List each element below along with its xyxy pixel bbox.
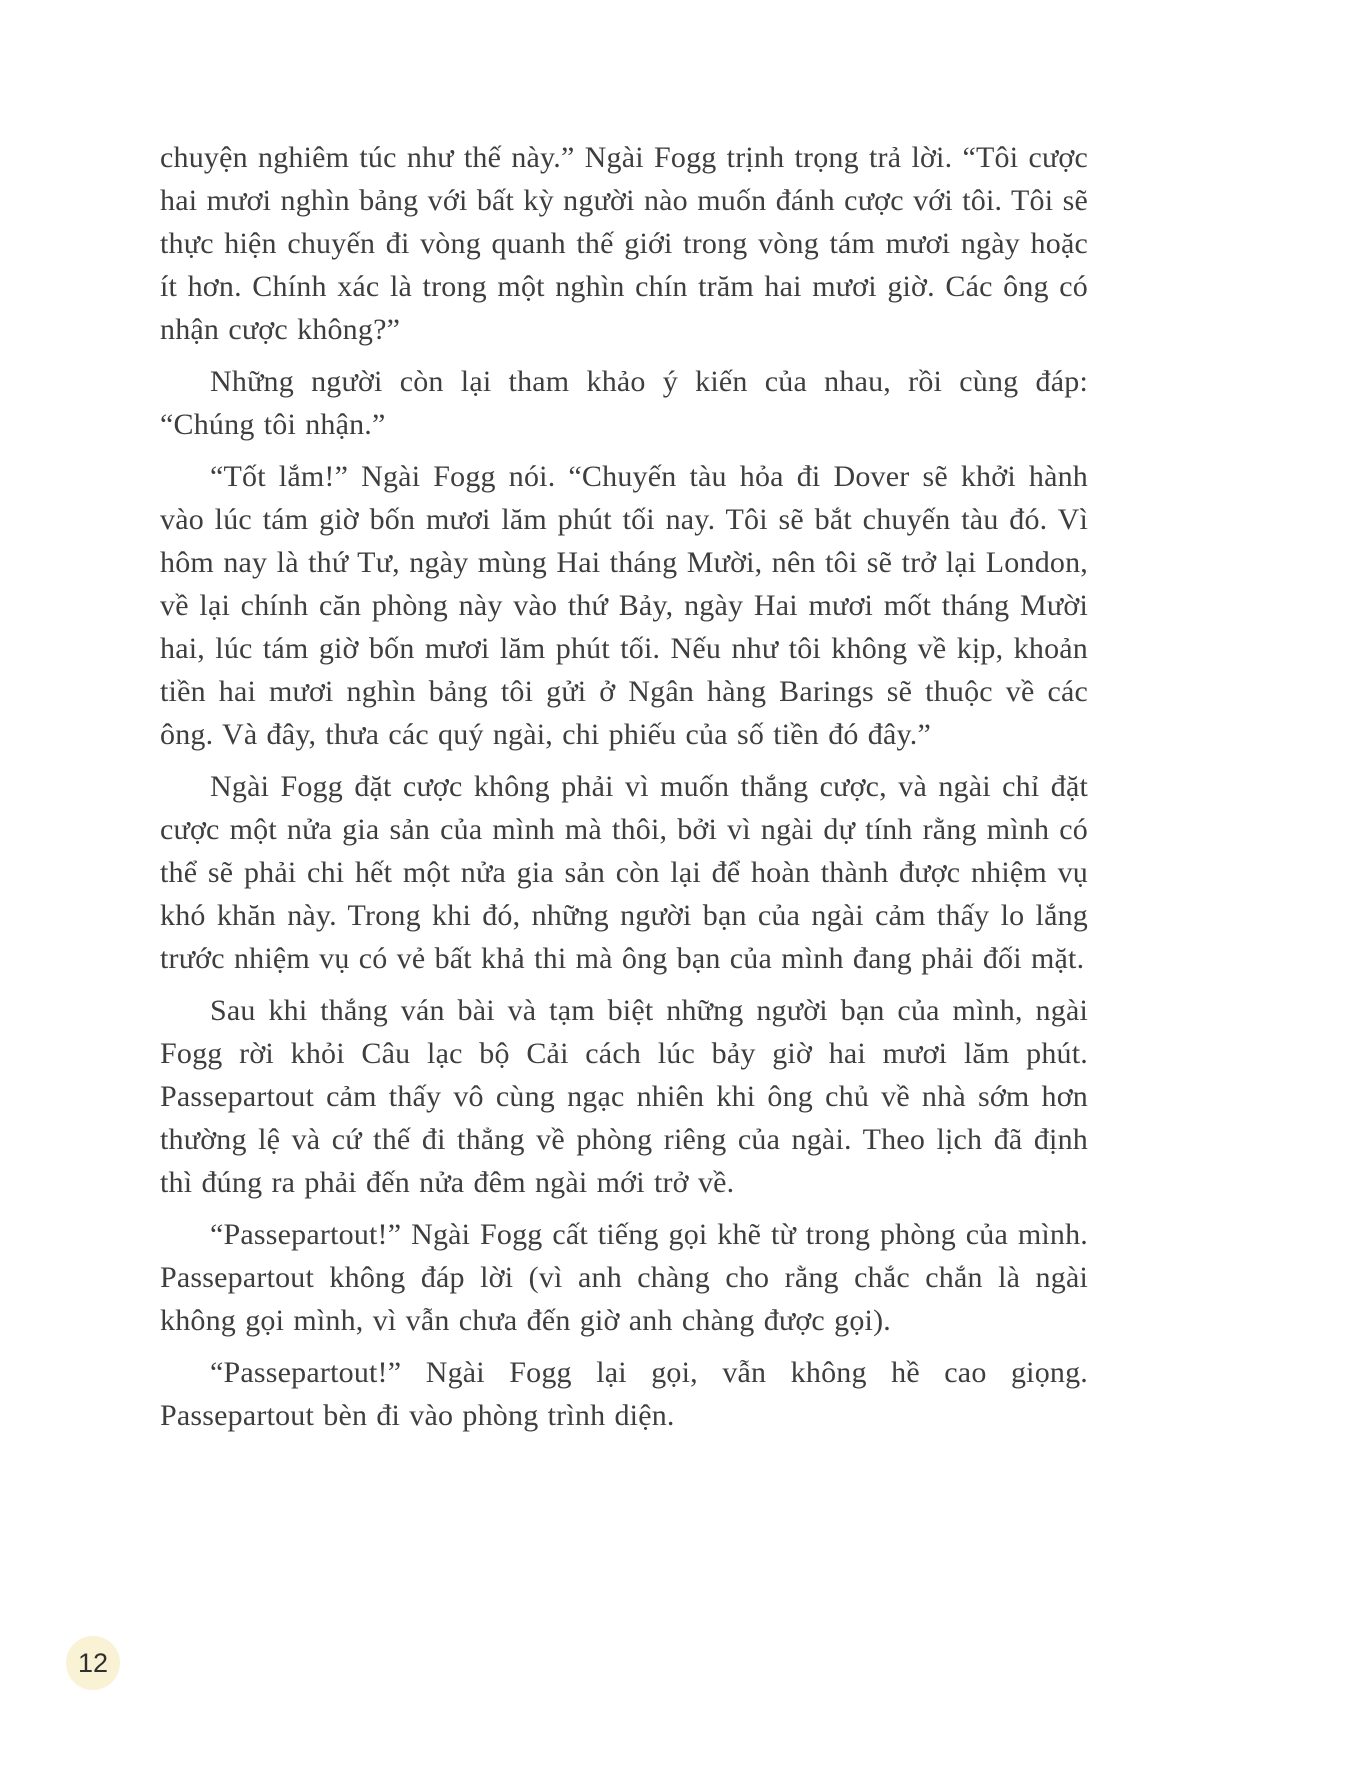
- paragraph: chuyện nghiêm túc như thế này.” Ngài Fogg trịnh trọng trả lời. “Tôi cược hai mươi nghìn bảng với bất kỳ người nào muốn đánh cược với tôi. Tôi sẽ thực hiện chuyến đi vòng quanh thế giới trong vòng tám mươi ngày hoặc ít hơn. Chính xác là trong một nghìn chín trăm hai mươi giờ. Các ông có nhận cược không?”: [160, 141, 1088, 346]
- paragraph: “Passepartout!” Ngài Fogg lại gọi, vẫn không hề cao giọng. Passepartout bèn đi vào phòng trình diện.: [160, 1356, 1088, 1432]
- paragraph: “Tốt lắm!” Ngài Fogg nói. “Chuyến tàu hỏa đi Dover sẽ khởi hành vào lúc tám giờ bốn mươi lăm phút tối nay. Tôi sẽ bắt chuyến tàu đó. Vì hôm nay là thứ Tư, ngày mùng Hai tháng Mười, nên tôi sẽ trở lại London, về lại chính căn phòng này vào thứ Bảy, ngày Hai mươi mốt tháng Mười hai, lúc tám giờ bốn mươi lăm phút tối. Nếu như tôi không về kịp, khoản tiền hai mươi nghìn bảng tôi gửi ở Ngân hàng Barings sẽ thuộc về các ông. Và đây, thưa các quý ngài, chi phiếu của số tiền đó đây.”: [160, 460, 1088, 751]
- page-number-badge: [66, 1636, 120, 1690]
- page-body: [160, 136, 1088, 1446]
- page-number: 12: [77, 1647, 109, 1678]
- paragraph: Sau khi thắng ván bài và tạm biệt những người bạn của mình, ngài Fogg rời khỏi Câu lạc bộ Cải cách lúc bảy giờ hai mươi lăm phút. Passepartout cảm thấy vô cùng ngạc nhiên khi ông chủ về nhà sớm hơn thường lệ và cứ thế đi thẳng về phòng riêng của ngài. Theo lịch đã định thì đúng ra phải đến nửa đêm ngài mới trở về.: [160, 994, 1088, 1199]
- paragraph: “Passepartout!” Ngài Fogg cất tiếng gọi khẽ từ trong phòng của mình. Passepartout không đáp lời (vì anh chàng cho rằng chắc chắn là ngài không gọi mình, vì vẫn chưa đến giờ anh chàng được gọi).: [160, 1218, 1088, 1337]
- paragraph: Những người còn lại tham khảo ý kiến của nhau, rồi cùng đáp: “Chúng tôi nhận.”: [160, 365, 1088, 441]
- paragraph: Ngài Fogg đặt cược không phải vì muốn thắng cược, và ngài chỉ đặt cược một nửa gia sản của mình mà thôi, bởi vì ngài dự tính rằng mình có thể sẽ phải chi hết một nửa gia sản còn lại để hoàn thành được nhiệm vụ khó khăn này. Trong khi đó, những người bạn của ngài cảm thấy lo lắng trước nhiệm vụ có vẻ bất khả thi mà ông bạn của mình đang phải đối mặt.: [160, 770, 1088, 975]
